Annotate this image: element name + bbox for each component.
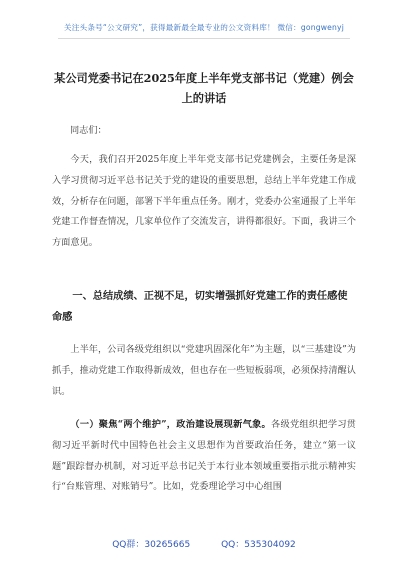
section-heading-1: 一、总结成绩、正视不足，切实增强抓好党建工作的责任感使命感 bbox=[52, 290, 348, 323]
paragraph-political-building bbox=[52, 415, 356, 498]
salutation: 同志们： bbox=[70, 125, 107, 136]
footer-contact bbox=[0, 537, 408, 550]
header-banner: 关注头条号“公文研究”，获得最新最全最专业的公文资料库！ 微信：gongwenyj bbox=[63, 23, 345, 32]
header-divider bbox=[58, 38, 350, 39]
footer-qq-group: QQ群：30265665 bbox=[112, 540, 191, 550]
subheading-1: （一）聚焦“两个维护”，政治建设展现新气象。 bbox=[70, 419, 272, 430]
paragraph-political-building-body: 各级党组织把学习贯彻习近平新时代中国特色社会主义思想作为首要政治任务，建立“第一议题”跟踪督办机制，对习近平总书记关于本行业本领域重要指示批示精神实行“台账管理、对账销号”。比如，党委理论学习中心组围 bbox=[52, 419, 356, 493]
footer-qq: QQ：535304092 bbox=[221, 540, 296, 550]
paragraph-summary: 上半年，公司各级党组织以“党建巩固深化年”为主题，以“三基建设”为抓手，推动党建工作取得新成效，但也存在一些短板弱项，必须保持清醒认识。 bbox=[52, 344, 356, 397]
paragraph-intro: 今天，我们召开2025年度上半年党支部书记党建例会，主要任务是深入学习贯彻习近平总书记关于党的建设的重要思想，总结上半年党建工作成效，分析存在问题，部署下半年重点任务。刚才，党委办公室通报了上半年党建工作督查情况，几家单位作了交流发言，讲得都很好。下面，我讲三个方面意见。 bbox=[52, 154, 356, 249]
document-title: 某公司党委书记在2025年度上半年党支部书记（党建）例会上的讲话 bbox=[54, 71, 354, 105]
